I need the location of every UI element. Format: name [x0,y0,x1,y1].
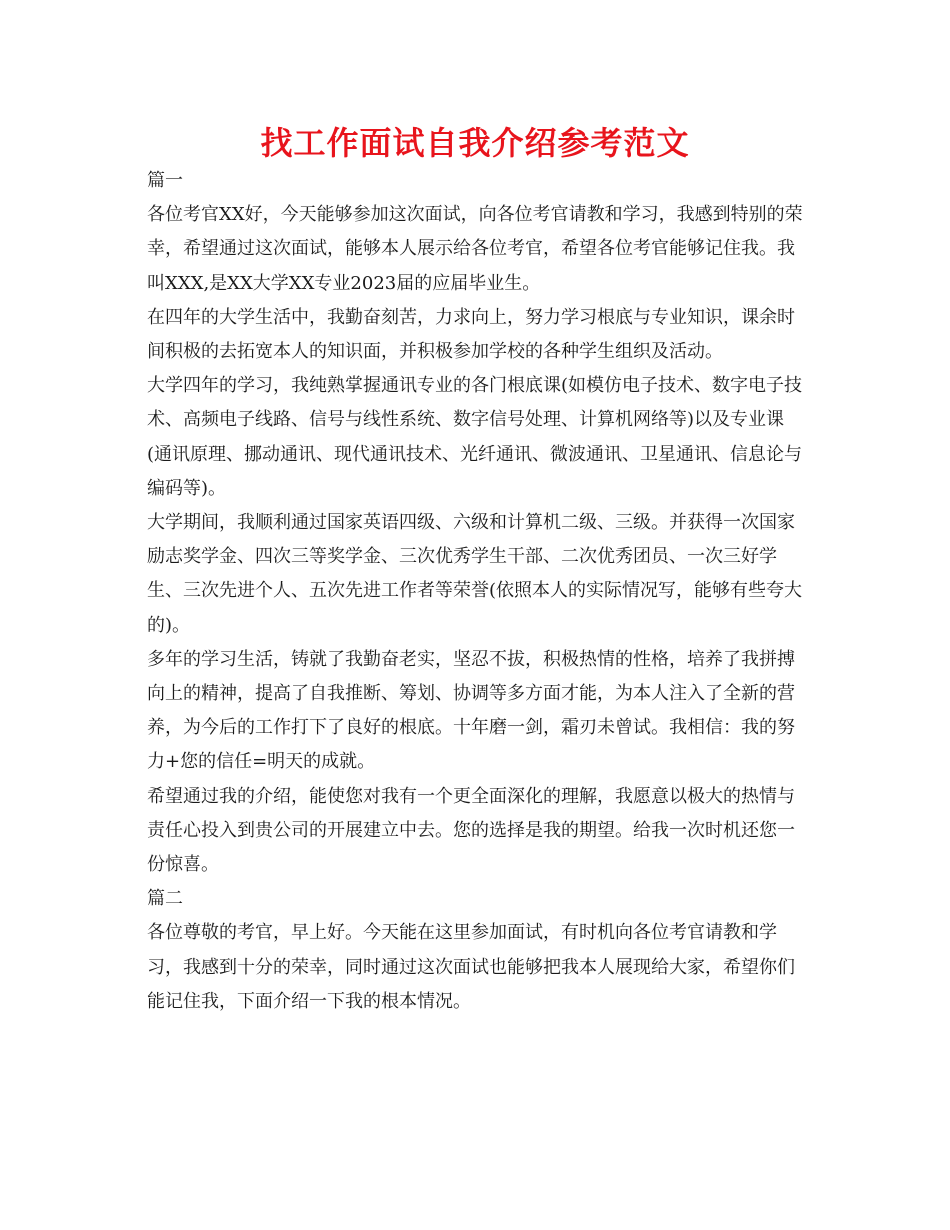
paragraph: 各位尊敬的考官，早上好。今天能在这里参加面试，有时机向各位考官请教和学习，我感到十分的荣幸，同时通过这次面试也能够把我本人展现给大家，希望你们能记住我，下面介绍一下我的根本情况。 [147,922,795,1012]
paragraph: 大学四年的学习，我纯熟掌握通讯专业的各门根底课(如模仿电子技术、数字电子技术、高频电子线路、信号与线性系统、数字信号处理、计算机网络等)以及专业课(通讯原理、挪动通讯、现代通讯技术、光纤通讯、微波通讯、卫星通讯、信息论与编码等)。 [147,375,803,499]
section-heading-1: 篇一 [147,170,183,191]
paragraph: 大学期间，我顺利通过国家英语四级、六级和计算机二级、三级。并获得一次国家励志奖学金、四次三等奖学金、三次优秀学生干部、二次优秀团员、一次三好学生、三次先进个人、五次先进工作者等荣誉(依照本人的实际情况写，能够有些夸大的)。 [147,512,803,636]
paragraph: 在四年的大学生活中，我勤奋刻苦，力求向上，努力学习根底与专业知识，课余时间积极的去拓宽本人的知识面，并积极参加学校的各种学生组织及活动。 [147,306,795,363]
paragraph: 希望通过我的介绍，能使您对我有一个更全面深化的理解，我愿意以极大的热情与责任心投入到贵公司的开展建立中去。您的选择是我的期望。给我一次时机还您一份惊喜。 [147,785,795,876]
paragraph: 多年的学习生活，铸就了我勤奋老实，坚忍不拔，积极热情的性格，培养了我拼搏向上的精神，提高了自我推断、筹划、协调等多方面才能，为本人注入了全新的营养，为今后的工作打下了良好的根底。十年磨一剑，霜刃未曾试。我相信：我的努力+您的信任=明天的成就。 [147,648,795,773]
document-title: 找工作面试自我介绍参考范文 [260,124,690,162]
paragraph: 各位考官XX好，今天能够参加这次面试，向各位考官请教和学习，我感到特别的荣幸，希望通过这次面试，能够本人展示给各位考官，希望各位考官能够记住我。我叫XXX,是XX大学XX专业2023届的应届毕业生。 [147,204,803,294]
section-heading-2: 篇二 [147,888,183,910]
document-body [147,164,807,1019]
